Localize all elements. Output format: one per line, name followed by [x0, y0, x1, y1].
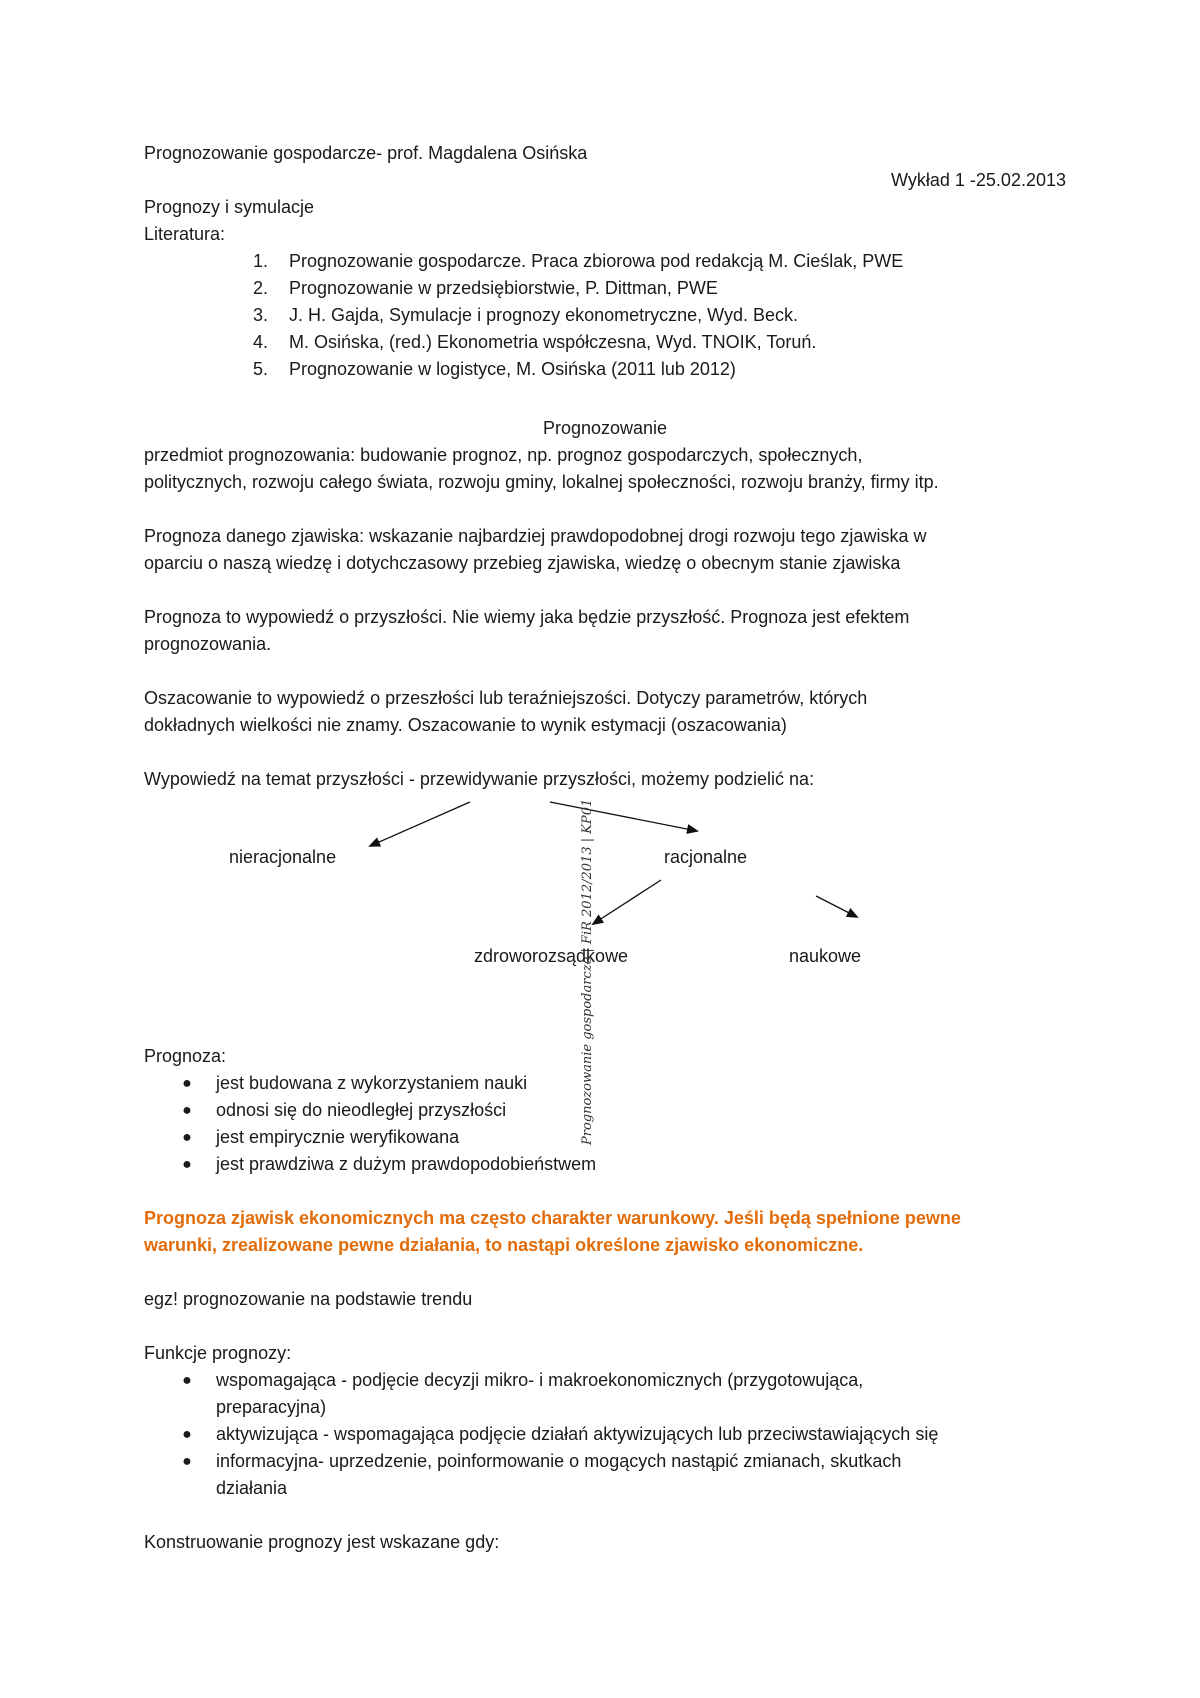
label-racjonalne: racjonalne: [664, 847, 748, 867]
paragraph-estimation-line1: Oszacowanie to wypowiedź o przeszłości lub teraźniejszości. Dotyczy parametrów, których: [144, 688, 868, 708]
literature-item: 3. J. H. Gajda, Symulacje i prognozy ekonometryczne, Wyd. Beck.: [253, 305, 799, 325]
watermark: Prognozowanie gospodarcze | FiR 2012/2013 | KP01: [580, 798, 595, 1145]
literature-item: 4. M. Osińska, (red.) Ekonometria współczesna, Wyd. TNOIK, Toruń.: [253, 332, 817, 352]
paragraph-subject-line2: politycznych, rozwoju całego świata, rozwoju gminy, lokalnej społeczności, rozwoju branży, firmy itp.: [144, 472, 939, 492]
funkcje-list: [182, 1367, 939, 1502]
list-item: ● jest empirycznie weryfikowana: [182, 1127, 460, 1147]
paragraph-subject-line1: przedmiot prognozowania: budowanie prognoz, np. prognoz gospodarczych, społecznych,: [144, 445, 863, 465]
lecture-date: Wykład 1 -25.02.2013: [891, 170, 1066, 190]
literature-item: 2. Prognozowanie w przedsiębiorstwie, P. Dittman, PWE: [253, 278, 718, 298]
paragraph-forecast-definition-line2: prognozowania.: [144, 634, 272, 654]
literature-item: 1. Prognozowanie gospodarcze. Praca zbiorowa pod redakcją M. Cieślak, PWE: [253, 251, 904, 271]
list-item: ● wspomagająca - podjęcie decyzji mikro- i makroekonomicznych (przygotowująca,: [182, 1370, 864, 1390]
section-heading: Prognozowanie: [542, 418, 668, 438]
arrow-to-naukowe: [816, 896, 857, 917]
literature-list: [253, 248, 904, 383]
literature-item: 5. Prognozowanie w logistyce, M. Osińska (2011 lub 2012): [253, 359, 736, 379]
closing-line: Konstruowanie prognozy jest wskazane gdy:: [144, 1532, 500, 1552]
document-subtitle: Prognozy i symulacje: [144, 197, 315, 217]
classification-diagram: [144, 800, 1066, 1020]
highlight-line2: warunki, zrealizowane pewne działania, to nastąpi określone zjawisko ekonomiczne.: [144, 1235, 864, 1255]
example-note: egz! prognozowanie na podstawie trendu: [144, 1289, 473, 1309]
prognoza-features-list: [182, 1070, 597, 1178]
arrow-to-zdroworozsadkowe: [593, 880, 661, 924]
list-item: ● jest budowana z wykorzystaniem nauki: [182, 1073, 528, 1093]
diagram-arrows: [144, 800, 1066, 1020]
document-title: Prognozowanie gospodarcze- prof. Magdalena Osińska: [144, 143, 588, 163]
list-item-continuation: preparacyjna): [216, 1397, 327, 1417]
paragraph-forecast-phenomenon-line2: oparciu o naszą wiedzę i dotychczasowy przebieg zjawiska, wiedzę o obecnym stanie zjawiska: [144, 553, 901, 573]
arrow-to-racjonalne: [550, 802, 697, 831]
label-nieracjonalne: nieracjonalne: [229, 847, 337, 867]
paragraph-division-intro: Wypowiedź na temat przyszłości - przewidywanie przyszłości, możemy podzielić na:: [144, 769, 815, 789]
prognoza-label: Prognoza:: [144, 1046, 227, 1066]
label-zdroworozsadkowe: zdroworozsądkowe: [474, 946, 629, 966]
list-item-continuation: działania: [216, 1478, 288, 1498]
list-item: ● informacyjna- uprzedzenie, poinformowanie o mogących nastąpić zmianach, skutkach: [182, 1451, 902, 1471]
funkcje-label: Funkcje prognozy:: [144, 1343, 292, 1363]
paragraph-forecast-phenomenon-line1: Prognoza danego zjawiska: wskazanie najbardziej prawdopodobnej drogi rozwoju tego zjawiska w: [144, 526, 927, 546]
arrow-to-nieracjonalne: [370, 802, 470, 846]
literature-label: Literatura:: [144, 224, 226, 244]
highlight-line1: Prognoza zjawisk ekonomicznych ma często charakter warunkowy. Jeśli będą spełnione pewne: [144, 1208, 961, 1228]
list-item: ● jest prawdziwa z dużym prawdopodobieństwem: [182, 1154, 597, 1174]
paragraph-estimation-line2: dokładnych wielkości nie znamy. Oszacowanie to wynik estymacji (oszacowania): [144, 715, 787, 735]
list-item: ● odnosi się do nieodległej przyszłości: [182, 1100, 507, 1120]
list-item: ● aktywizująca - wspomagająca podjęcie działań aktywizujących lub przeciwstawiających się: [182, 1424, 939, 1444]
paragraph-forecast-definition-line1: Prognoza to wypowiedź o przyszłości. Nie wiemy jaka będzie przyszłość. Prognoza jest efektem: [144, 607, 910, 627]
label-naukowe: naukowe: [789, 946, 862, 966]
